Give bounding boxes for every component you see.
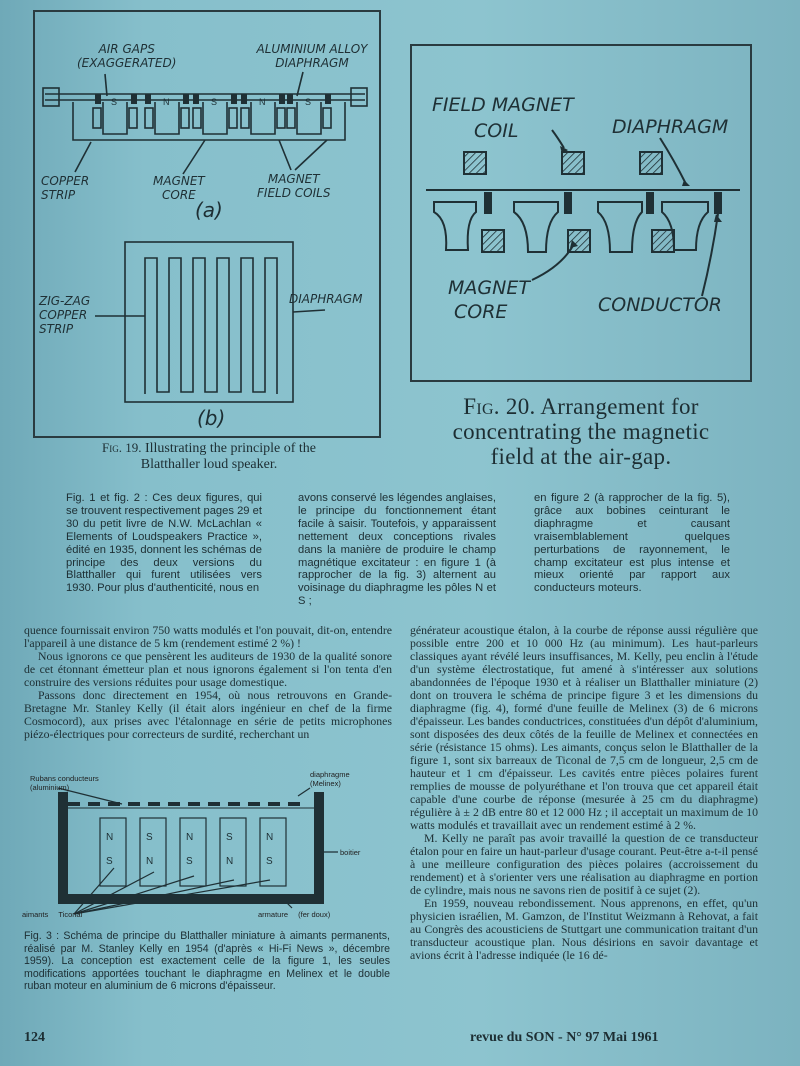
- label-melinex: (Melinex): [310, 779, 341, 788]
- magnet-5-top: N: [266, 832, 274, 843]
- label-diaphragm-20: DIAPHRAGM: [612, 116, 729, 138]
- figure-3-caption: Fig. 3 : Schéma de principe du Blatthaller miniature à aimants permanents, réalisé par M. Stanley Kelly en 1954 (d'après « Hi-Fi News », décembre 1959). La conception est exactement celle de la figure 1, les seules modifications apportées touchant le diaphragme en Melinex et le double ruban moteur en aluminium de 6 microns d'épaisseur.: [24, 930, 390, 993]
- label-zig-zag: ZIG-ZAG: [39, 294, 91, 308]
- caption-12-col2: avons conservé les légendes anglaises, le principe du fonctionnement étant facile à saisir. Toutefois, y apparaissent nettement deux conceptions rivales dans la manière de produire le champ magnétique excitateur : en figure 1 (à rapprocher de la fig. 3) alternent au voisinage du diaphragme les pôles N et S ;: [298, 492, 496, 608]
- pole-n-1: N: [163, 97, 170, 107]
- fig19-label: Fig. 19.: [101, 440, 142, 455]
- pole-s-3: S: [305, 97, 312, 107]
- label-copper-b: COPPER: [39, 308, 88, 322]
- label-magnet-20: MAGNET: [448, 277, 530, 299]
- label-core-20: CORE: [454, 301, 508, 323]
- label-core-a: CORE: [162, 188, 196, 202]
- figure-19-drawing: [35, 12, 379, 436]
- fig20-caption-line3: field at the air-gap.: [490, 444, 672, 469]
- label-strip: STRIP: [41, 188, 76, 202]
- fig19-caption-line2: Blatthaller loud speaker.: [140, 457, 278, 472]
- pole-s-1: S: [111, 97, 118, 107]
- left-paragraph-3: Passons donc directement en 1954, où nous retrouvons en Grande-Bretagne Mr. Stanley Kelly (il était alors ingénieur en chef de la firme Cosmocord), aux prises avec l'étalonnage en série de petits microphones piézo-électriques pour correcteurs de surdité, recherchant un: [24, 688, 392, 741]
- label-a: (a): [195, 198, 223, 222]
- figure-20: [410, 44, 752, 382]
- right-paragraph-3: En 1959, nouveau rebondissement. Nous apprenons, en effet, qu'un physicien israélien, M. Gamzon, de l'Institut Weizmann à Rehovat, a fait au Congrès des acousticiens de Stuttgart une communication traitant d'un transducteur acoustique plan. Nous désirions en savoir davantage et avions écrit à l'adresse indiquée (le 16 dé-: [410, 896, 758, 962]
- label-ticonal: Ticonal: [58, 910, 83, 919]
- magnet-2-bottom: N: [146, 856, 154, 867]
- magnet-4-top: S: [226, 832, 233, 843]
- caption-12-col1: Fig. 1 et fig. 2 : Ces deux figures, qui se trouvent respectivement pages 29 et 30 du petit livre de N.W. McLachlan « Elements of Loudspeakers Practice », édité en 1935, donnent les schémas de principe des deux versions du Blatthaller qui furent utilisées vers 1930. Pour plus d'authenticité, nous en: [66, 492, 262, 595]
- label-diaphragme: diaphragme: [310, 770, 350, 779]
- label-aluminium-alloy: ALUMINIUM ALLOY: [256, 42, 368, 56]
- label-b: (b): [197, 406, 226, 430]
- left-paragraph-1: quence fournissait environ 750 watts modulés et l'on pouvait, dit-on, entendre l'appareil à une distance de 5 km (rendement estimé 2 %) !: [24, 623, 392, 650]
- pole-n-2: N: [259, 97, 266, 107]
- fig20-label: Fig. 20.: [463, 394, 536, 419]
- label-aluminium: (aluminium): [30, 783, 70, 792]
- label-conductor: CONDUCTOR: [598, 294, 723, 316]
- label-air-gaps: AIR GAPS: [98, 42, 155, 56]
- label-field-coils: FIELD COILS: [257, 186, 331, 200]
- label-diaphragm-b: DIAPHRAGM: [289, 292, 363, 306]
- right-paragraph-1: générateur acoustique étalon, à la courbe de réponse aussi régulière que possible entre 200 et 10 000 Hz (au minimum). Les haut-parleurs classiques ayant révélé leurs insuffisances, M. Kelly, peu enclin à l'étude d'un système électrostatique, fut amené à s'intéresser aux solutions abandonnées de l'époque 1930 et à réaliser un Blatthaller miniature (2) dont on trouvera le schéma de principe figure 3 et les dimensions du diaphragme (fig. 4), formé d'une feuille de Melinex (3) de 6 microns d'épaisseur. Les bandes conductrices, constituées d'un dépôt d'aluminium, sont disposées des deux côtés de la feuille de Melinex et connectées en série (résistance 15 ohms). Les aimants, conçus selon le Blatthaller de la figure 1, sont six barreaux de Ticonal de 7,5 cm de longueur, 2,5 cm de hauteur et 1 cm d'épaisseur. Les cavités entre pièces polaires furent remplies de mousse de polyuréthane et l'on trouva que cet appareil était capable d'une courbe de réponse (mesurée à 25 cm du diaphragme) régulière à ± 2 dB entre 80 et 12 000 Hz ; il acceptait un maximum de 10 watts modulés et travaillait avec un rendement estimé à 2 %.: [410, 623, 758, 832]
- fig19-caption-line1: Illustrating the principle of the: [144, 441, 317, 456]
- label-diaphragm-a: DIAPHRAGM: [275, 56, 349, 70]
- right-paragraph-2: M. Kelly ne paraît pas avoir travaillé la question de ce transducteur étalon pour en faire un haut-parleur d'usage courant. Peut-être a-t-il pensé à une meilleure configuration des pièces polaires (accroissement du rendement) et à s'orienter vers une réalisation au diaphragme en portion de cylindre, mais nous ne savons rien de positif à ce sujet (2).: [410, 831, 758, 897]
- label-strip-b: STRIP: [39, 322, 74, 336]
- journal-footer: revue du SON - N° 97 Mai 1961: [470, 1030, 659, 1045]
- label-coil: COIL: [474, 120, 519, 142]
- label-armature: armature: [258, 910, 289, 919]
- magnet-3-bottom: S: [186, 856, 193, 867]
- magnet-2-top: S: [146, 832, 153, 843]
- label-magnet-core-a: MAGNET: [153, 174, 205, 188]
- fig20-caption-line2: concentrating the magnetic: [452, 419, 710, 444]
- magnet-1-top: N: [106, 832, 114, 843]
- page-number: 124: [24, 1030, 45, 1045]
- figure-3: [22, 768, 398, 924]
- magnet-5-bottom: S: [266, 856, 273, 867]
- figure-20-caption: [416, 394, 746, 469]
- magnet-1-bottom: S: [106, 856, 113, 867]
- magnet-3-top: N: [186, 832, 194, 843]
- label-aimants: aimants: [22, 910, 49, 919]
- caption-12-col3: en figure 2 (à rapprocher de la fig. 5), grâce aux bobines ceinturant le diaphragme et causant vraisemblablement quelques perturbations de rayonnement, le champ excitateur est plus intense et mieux orienté par rapport aux conducteurs moteurs.: [534, 492, 730, 595]
- label-fer-doux: (fer doux): [298, 910, 331, 919]
- left-paragraph-2: Nous ignorons ce que pensèrent les auditeurs de 1930 de la qualité sonore de cet étonnant émetteur plan et nous ignorons également si l'on tenta d'en construire des versions réduites pour usage domestique.: [24, 649, 392, 689]
- figure-19: [33, 10, 381, 438]
- fig20-caption-line1: Arrangement for: [540, 394, 699, 419]
- label-rubans-conducteurs: Rubans conducteurs: [30, 774, 99, 783]
- figure-19-caption: [44, 440, 374, 473]
- label-magnet-field: MAGNET: [267, 172, 320, 186]
- label-field-magnet: FIELD MAGNET: [432, 94, 574, 116]
- magnet-4-bottom: N: [226, 856, 234, 867]
- left-column: [24, 624, 392, 741]
- label-exaggerated: (EXAGGERATED): [77, 56, 177, 70]
- label-boitier: boitier: [340, 848, 361, 857]
- label-copper: COPPER: [41, 174, 90, 188]
- right-column: [410, 624, 758, 962]
- pole-s-2: S: [211, 97, 218, 107]
